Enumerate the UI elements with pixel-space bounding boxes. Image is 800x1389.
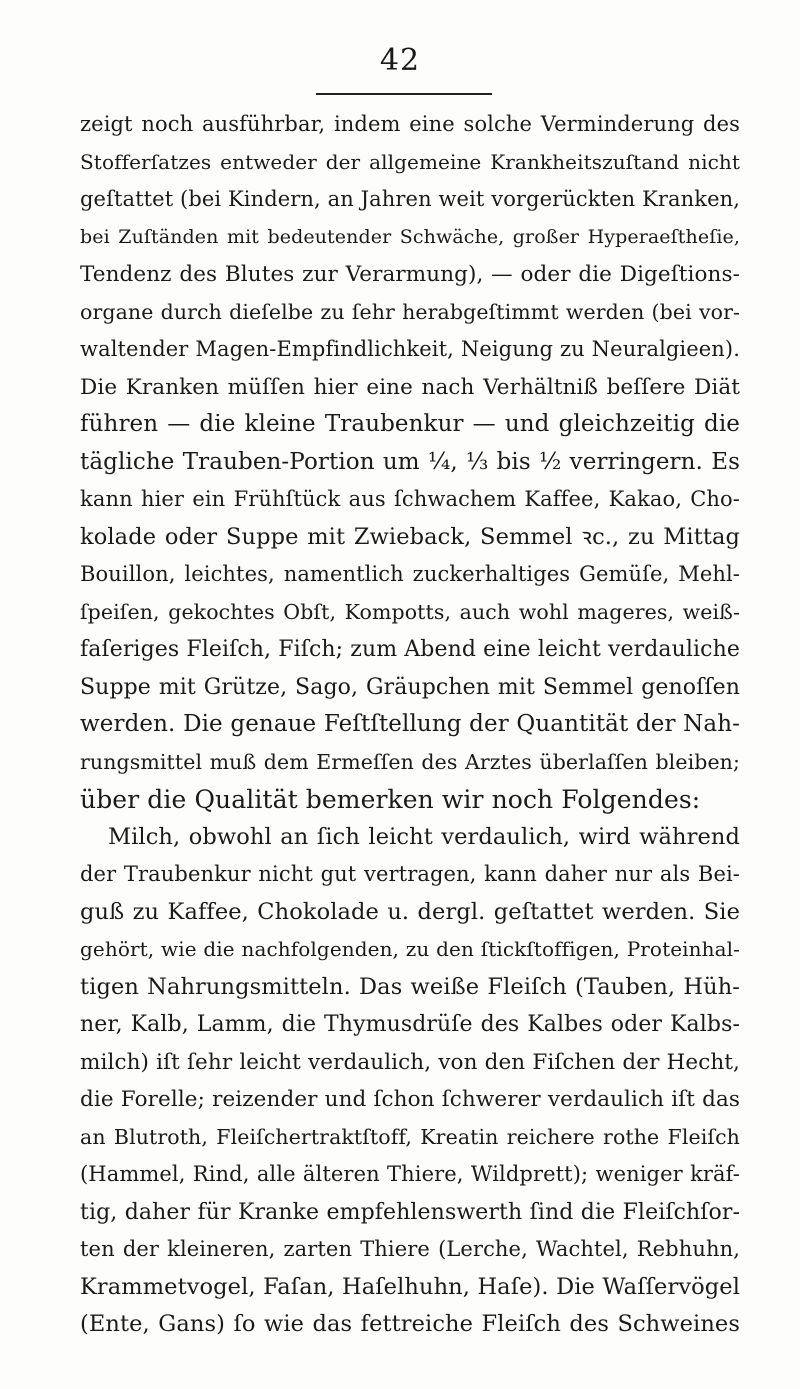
body-text: [80, 106, 740, 1344]
text-line: kolade oder Suppe mit Zwieback, Semmel ꝛc., zu Mittag: [80, 523, 740, 550]
text-line: die Forelle; reizender und ſchon ſchwerer verdaulich iſt das: [80, 1087, 740, 1112]
text-line: (Hammel, Rind, alle älteren Thiere, Wildprett); weniger kräf-: [80, 1162, 740, 1186]
text-line: über die Qualität bemerken wir noch Folgendes:: [80, 785, 701, 814]
text-line: Krammetvogel, Faſan, Haſelhuhn, Haſe). Die Waſſervögel: [80, 1273, 740, 1300]
text-line: Milch, obwohl an ſich leicht verdaulich, wird während: [108, 823, 740, 850]
text-line: ſpeiſen, gekochtes Obſt, Kompotts, auch wohl mageres, weiß-: [80, 599, 740, 624]
text-line: Tendenz des Blutes zur Verarmung), — oder die Digeſtions-: [80, 262, 740, 287]
text-line: Bouillon, leichtes, namentlich zuckerhaltiges Gemüſe, Mehl-: [80, 562, 740, 586]
header-rule: [316, 93, 492, 95]
text-line: (Ente, Gans) ſo wie das fettreiche Fleiſch des Schweines: [80, 1311, 740, 1337]
text-line: gehört, wie die nachfolgenden, zu den ſtickſtoffigen, Proteinhal-: [80, 937, 740, 961]
text-line: Die Kranken müſſen hier eine nach Verhältniß beſſere Diät: [80, 374, 740, 400]
text-line: führen — die kleine Traubenkur — und gleichzeitig die: [80, 411, 740, 437]
text-line: Stofferſatzes entweder der allgemeine Krankheitszuſtand nicht: [80, 149, 740, 174]
text-line: waltender Magen-Empfindlichkeit, Neigung zu Neuralgieen).: [80, 337, 740, 361]
text-line: faſeriges Fleiſch, Fiſch; zum Abend eine leicht verdauliche: [80, 637, 740, 662]
text-line: zeigt noch ausführbar, indem eine solche Verminderung des: [80, 112, 740, 136]
text-line: tig, daher für Kranke empfehlenswerth ſind die Fleiſchſor-: [80, 1199, 740, 1225]
text-line: der Traubenkur nicht gut vertragen, kann daher nur als Bei-: [80, 862, 740, 886]
text-line: organe durch dieſelbe zu ſehr herabgeſtimmt werden (bei vor-: [80, 299, 740, 324]
text-line: werden. Die genaue Feſtſtellung der Quantität der Nah-: [80, 711, 740, 737]
text-line: tägliche Trauben-Portion um ¼, ⅓ bis ½ verringern. Es: [80, 448, 740, 475]
text-line: tigen Nahrungsmitteln. Das weiße Fleiſch (Tauben, Hüh-: [80, 973, 740, 1000]
text-line: ten der kleineren, zarten Thiere (Lerche, Wachtel, Rebhuhn,: [80, 1237, 740, 1261]
text-line: Suppe mit Grütze, Sago, Gräupchen mit Semmel genoſſen: [80, 674, 740, 700]
text-line: bei Zuſtänden mit bedeutender Schwäche, großer Hyperaeſtheſie,: [80, 225, 740, 248]
page-number: 42: [379, 43, 421, 78]
text-line: milch) iſt ſehr leicht verdaulich, von den Fiſchen der Hecht,: [80, 1049, 740, 1075]
text-line: guß zu Kaffee, Chokolade u. dergl. geſtattet werden. Sie: [80, 898, 740, 925]
text-line: kann hier ein Frühſtück aus ſchwachem Kaffee, Kakao, Cho-: [80, 487, 740, 511]
text-line: geſtattet (bei Kindern, an Jahren weit vorgerückten Kranken,: [80, 187, 740, 211]
text-line: an Blutroth, Fleiſchertraktſtoff, Kreatin reichere rothe Fleiſch: [80, 1124, 740, 1149]
text-line: rungsmittel muß dem Ermeſſen des Arztes überlaſſen bleiben;: [80, 749, 740, 774]
text-line: ner, Kalb, Lamm, die Thymusdrüſe des Kalbes oder Kalbs-: [80, 1012, 740, 1037]
